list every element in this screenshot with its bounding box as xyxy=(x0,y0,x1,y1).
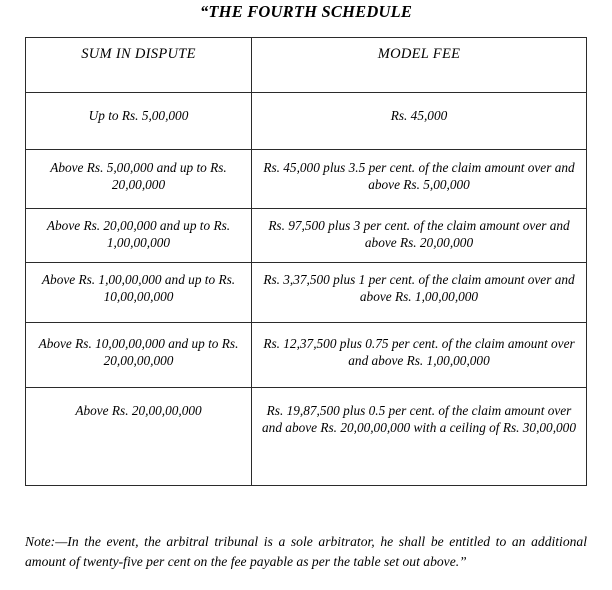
cell-model-fee xyxy=(252,388,587,486)
fourth-schedule-table xyxy=(25,37,587,486)
cell-sum-in-dispute xyxy=(26,93,252,150)
column-header-model-fee xyxy=(252,38,587,93)
cell-sum-in-dispute-text: Above Rs. 20,00,000 and up to Rs. 1,00,00,000 xyxy=(46,218,231,250)
table-row xyxy=(26,388,587,486)
table-row xyxy=(26,323,587,388)
cell-model-fee-text: Rs. 45,000 xyxy=(390,108,448,123)
cell-sum-in-dispute-text: Up to Rs. 5,00,000 xyxy=(88,108,189,123)
cell-sum-in-dispute xyxy=(26,388,252,486)
cell-model-fee-text: Rs. 19,87,500 plus 0.5 per cent. of the claim amount over and above Rs. 20,00,00,000 with a ceiling of Rs. 30,00,000 xyxy=(262,403,576,435)
cell-sum-in-dispute-text: Above Rs. 5,00,000 and up to Rs. 20,00,000 xyxy=(50,160,227,192)
column-header-sum-in-dispute xyxy=(26,38,252,93)
table-row xyxy=(26,150,587,209)
table-row xyxy=(26,93,587,150)
cell-sum-in-dispute-text: Above Rs. 20,00,00,000 xyxy=(75,403,202,418)
cell-model-fee xyxy=(252,209,587,263)
column-header-sum-in-dispute-label: SUM IN DISPUTE xyxy=(81,46,196,62)
cell-model-fee xyxy=(252,93,587,150)
note-label: Note:— xyxy=(25,533,68,549)
watermark-middle xyxy=(256,19,281,39)
cell-sum-in-dispute-text: Above Rs. 10,00,00,000 and up to Rs. 20,00,00,000 xyxy=(38,336,239,368)
cell-sum-in-dispute xyxy=(26,209,252,263)
cell-sum-in-dispute xyxy=(26,150,252,209)
table-header-row xyxy=(26,38,587,93)
cell-model-fee-text: Rs. 97,500 plus 3 per cent. of the claim amount over and above Rs. 20,00,000 xyxy=(268,218,570,250)
table-row xyxy=(26,263,587,323)
cell-model-fee-text: Rs. 3,37,500 plus 1 per cent. of the claim amount over and above Rs. 1,00,00,000 xyxy=(263,272,575,304)
cell-model-fee-text: Rs. 45,000 plus 3.5 per cent. of the claim amount over and above Rs. 5,00,000 xyxy=(263,160,575,192)
cell-model-fee-text: Rs. 12,37,500 plus 0.75 per cent. of the claim amount over and above Rs. 1,00,00,000 xyxy=(263,336,575,368)
cell-sum-in-dispute-text: Above Rs. 1,00,00,000 and up to Rs. 10,00,00,000 xyxy=(41,272,236,304)
cell-model-fee xyxy=(252,263,587,323)
note-paragraph xyxy=(25,532,587,572)
cell-model-fee xyxy=(252,323,587,388)
watermark-left xyxy=(2,19,32,39)
column-header-model-fee-label: MODEL FEE xyxy=(377,46,461,62)
table-row xyxy=(26,209,587,263)
page-title: “THE FOURTH SCHEDULE xyxy=(199,2,413,21)
note-text: In the event, the arbitral tribunal is a sole arbitrator, he shall be entitled to an additional amount of twenty-five per cent on the fee payable as per the table set out above.” xyxy=(25,533,587,569)
cell-model-fee xyxy=(252,150,587,209)
cell-sum-in-dispute xyxy=(26,323,252,388)
cell-sum-in-dispute xyxy=(26,263,252,323)
